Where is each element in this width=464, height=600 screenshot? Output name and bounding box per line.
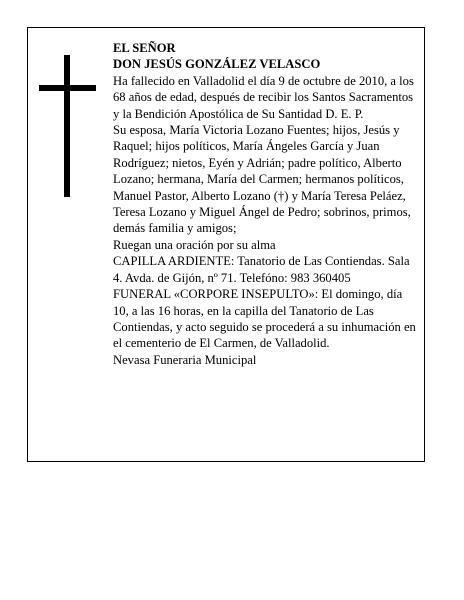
deceased-title: EL SEÑOR [113,41,176,55]
cross-vertical-bar [64,55,70,197]
funeral-home: Nevasa Funeraria Municipal [113,352,257,367]
funeral-info: FUNERAL «CORPORE INSEPULTO»: El domingo, día 10, a las 16 horas, en la capilla del Tanatorio de Las Contiendas, y acto seguido se procederá a su inhumación en el cementerio de El Carmen, de Valladolid. [113,287,416,351]
chapel-info: CAPILLA ARDIENTE: Tanatorio de Las Contiendas. Sala 4. Avda. de Gijón, nº 71. Telefóno: 983 360405 [113,254,410,285]
family-list: Su esposa, María Victoria Lozano Fuentes; hijos, Jesús y Raquel; hijos políticos, María Ángeles García y Juan Rodríguez; nietos, Eyén y Adrián; padre político, Alberto Lozano; hermana, María del Carmen; hermanos políticos, Manuel Pastor, Alberto Lozano (†) y María Teresa Peláez, Teresa Lozano y Miguel Ángel de Pedro; sobrinos, primos, demás familia y amigos; [113,123,411,236]
deceased-name: DON JESÚS GONZÁLEZ VELASCO [113,57,321,72]
cross-horizontal-bar [39,85,96,91]
death-announcement: Ha fallecido en Valladolid el día 9 de octubre de 2010, a los 68 años de edad, después de recibir los Santos Sacramentos y la Bendición Apostólica de Su Santidad D. E. P. [113,73,414,121]
obituary-text [113,40,419,368]
cross-icon [39,55,96,197]
obituary-notice [27,27,425,462]
prayer-request: Ruegan una oración por su alma [113,237,276,252]
